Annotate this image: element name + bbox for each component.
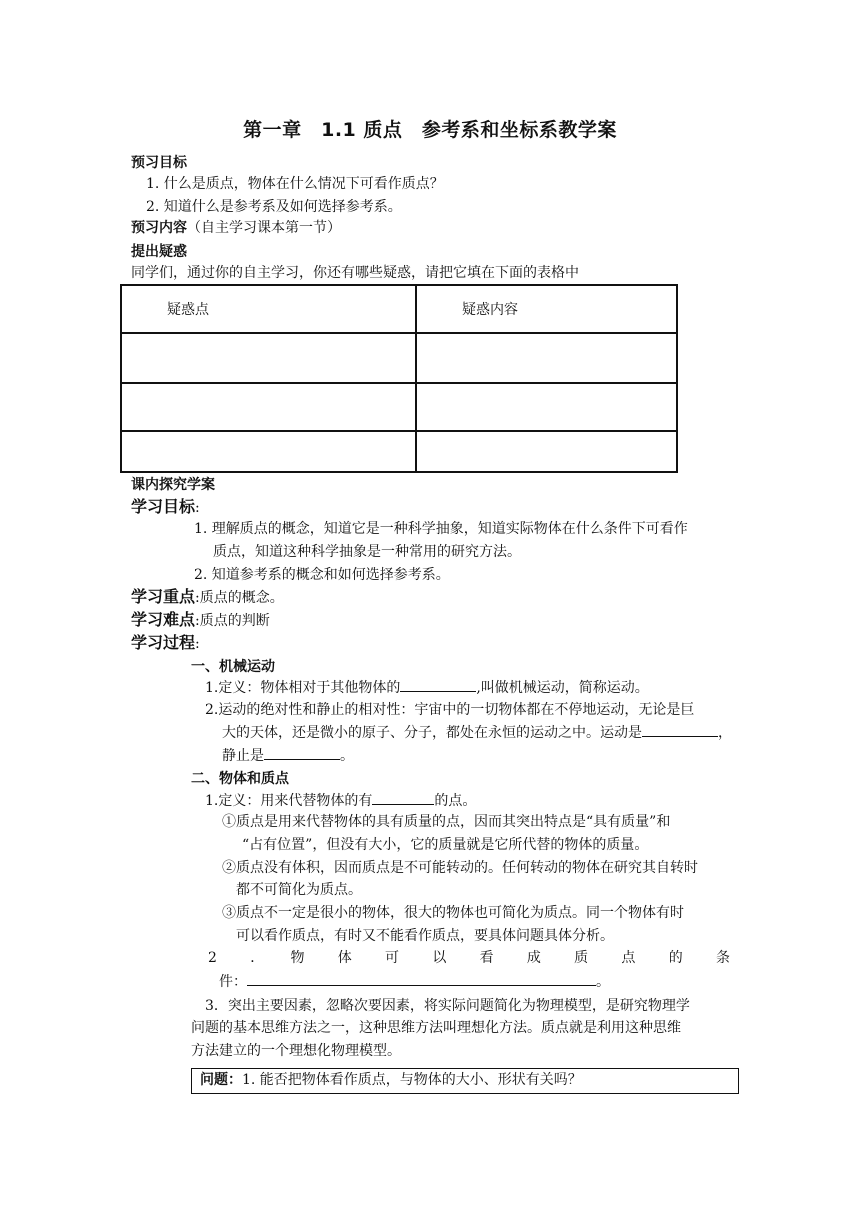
doubts-intro: 同学们，通过你的自主学习，你还有哪些疑惑，请把它填在下面的表格中	[131, 265, 579, 281]
page-title: 第一章 1.1 质点 参考系和坐标系教学案	[243, 119, 617, 141]
preview-content-heading: 预习内容	[131, 220, 187, 236]
key-point-line	[131, 584, 284, 608]
section2-definition: 1.定义：用来代替物体的有 的点。	[205, 790, 476, 811]
note-2-line2: 都不可简化为质点。	[236, 882, 362, 898]
table-cell[interactable]	[416, 431, 677, 472]
table-header-row	[121, 285, 677, 333]
table-cell[interactable]	[416, 333, 677, 383]
question-text: 1. 能否把物体看作质点，与物体的大小、形状有关吗？	[242, 1072, 582, 1088]
note-3-line2: 可以看作质点，有时又不能看作质点，要具体问题具体分析。	[236, 928, 614, 944]
process-label: 学习过程	[131, 633, 196, 652]
difficulty-text: :质点的判断	[195, 613, 270, 629]
process-colon: :	[195, 636, 200, 652]
table-row	[121, 431, 677, 472]
question-label: 问题：	[200, 1072, 242, 1088]
table-row	[121, 333, 677, 383]
condition-line1: 2 ． 物 体 可 以 看 成 质 点 的 条	[208, 950, 730, 966]
doubts-table	[120, 284, 678, 473]
inclass-goal-1-line2: 质点，知道这种科学抽象是一种常用的研究方法。	[213, 544, 521, 560]
table-header-content: 疑惑内容	[416, 285, 677, 333]
question-box	[191, 1068, 739, 1094]
section1-heading: 一、机械运动	[191, 659, 275, 675]
difficulty-label: 学习难点	[131, 610, 196, 629]
process-line	[131, 630, 200, 654]
table-row	[121, 383, 677, 431]
preview-content-line	[131, 218, 341, 238]
section1-relativity-line1: 2.运动的绝对性和静止的相对性：宇宙中的一切物体都在不停地运动，无论是巨	[205, 702, 695, 718]
preview-goal-2: 2. 知道什么是参考系及如何选择参考系。	[146, 199, 402, 215]
section1-relativity-line2: 大的天体，还是微小的原子、分子，都处在永恒的运动之中。运动是 ，	[222, 722, 732, 743]
idealization-line2: 问题的基本思维方法之一，这种思维方法叫理想化方法。质点就是利用这种思维	[191, 1020, 681, 1036]
inclass-goal-1-line1: 1. 理解质点的概念，知道它是一种科学抽象，知道实际物体在什么条件下可看作	[194, 521, 688, 537]
fill-blank[interactable]	[372, 790, 434, 805]
inclass-goal-2: 2. 知道参考系的概念和如何选择参考系。	[194, 567, 450, 583]
fill-blank[interactable]	[247, 971, 596, 986]
question-line	[200, 1070, 582, 1090]
section1-relativity-line3: 静止是 。	[222, 745, 354, 766]
inclass-heading: 课内探究学案	[131, 477, 215, 493]
table-cell[interactable]	[121, 383, 416, 431]
preview-goal-1: 1. 什么是质点，物体在什么情况下可看作质点？	[146, 176, 444, 192]
table-cell[interactable]	[121, 431, 416, 472]
note-1-line2: “占有位置”，但没有大小，它的质量就是它所代替的物体的质量。	[242, 837, 649, 853]
preview-content-note: （自主学习课本第一节）	[187, 220, 341, 236]
key-point-label: 学习重点	[131, 587, 196, 606]
note-2-line1: ②质点没有体积，因而质点是不可能转动的。任何转动的物体在研究其自转时	[222, 860, 698, 876]
idealization-line1: 3．突出主要因素，忽略次要因素，将实际问题简化为物理模型，是研究物理学	[205, 998, 690, 1014]
doubts-heading: 提出疑惑	[131, 244, 187, 260]
table-cell[interactable]	[416, 383, 677, 431]
note-3-line1: ③质点不一定是很小的物体，很大的物体也可简化为质点。同一个物体有时	[222, 905, 684, 921]
idealization-line3: 方法建立的一个理想化物理模型。	[191, 1043, 401, 1059]
inclass-goals-line	[131, 494, 200, 518]
inclass-goals-colon: :	[195, 500, 200, 516]
difficulty-line	[131, 607, 270, 631]
section1-definition: 1.定义：物体相对于其他物体的 ,叫做机械运动，简称运动。	[205, 677, 649, 698]
fill-blank[interactable]	[264, 745, 340, 760]
key-point-text: :质点的概念。	[195, 590, 284, 606]
fill-blank[interactable]	[400, 677, 476, 692]
inclass-goals-label: 学习目标	[131, 497, 196, 516]
table-cell[interactable]	[121, 333, 416, 383]
table-header-point: 疑惑点	[121, 285, 416, 333]
preview-goals-heading: 预习目标	[131, 155, 187, 171]
section2-heading: 二、物体和质点	[191, 771, 289, 787]
condition-line2: 件： 。	[219, 971, 610, 992]
note-1-line1: ①质点是用来代替物体的具有质量的点，因而其突出特点是“具有质量”和	[222, 814, 671, 830]
fill-blank[interactable]	[642, 722, 718, 737]
